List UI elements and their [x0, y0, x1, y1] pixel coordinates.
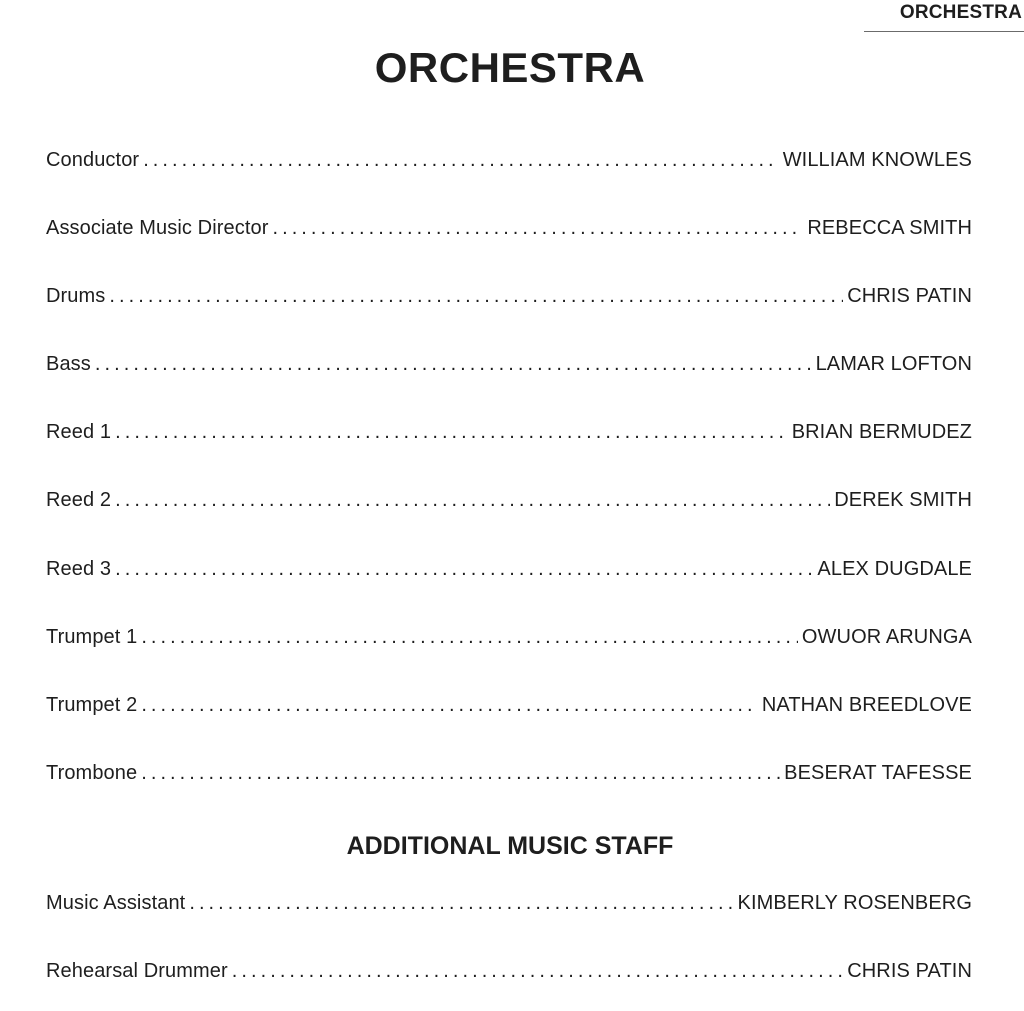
dot-leader: [115, 421, 788, 444]
credit-role: Drums: [46, 285, 106, 307]
credit-role: Trumpet 2: [46, 694, 138, 716]
dot-leader: [143, 149, 779, 172]
running-head: ORCHESTRA: [899, 2, 1022, 23]
dot-leader: [141, 762, 780, 785]
credit-row: [46, 217, 972, 245]
credit-role: Trumpet 1: [46, 626, 138, 648]
dot-leader: [141, 694, 758, 717]
credit-name: BESERAT TAFESSE: [784, 762, 972, 784]
credit-name: BRIAN BERMUDEZ: [791, 421, 972, 443]
running-head-rule: [864, 31, 1024, 32]
credit-name: CHRIS PATIN: [847, 960, 972, 982]
credit-role: Rehearsal Drummer: [46, 960, 228, 982]
dot-leader: [95, 353, 812, 376]
credit-name: OWUOR ARUNGA: [801, 626, 972, 648]
credit-role: Reed 2: [46, 489, 112, 511]
credit-name: KIMBERLY ROSENBERG: [737, 892, 972, 914]
credit-role: Bass: [46, 353, 91, 375]
credit-name: NATHAN BREEDLOVE: [761, 694, 972, 716]
credit-row: [46, 892, 972, 920]
credit-row: [46, 353, 972, 381]
credit-role: Conductor: [46, 149, 140, 171]
credit-name: DEREK SMITH: [834, 489, 972, 511]
credit-row: [46, 762, 972, 790]
dot-leader: [272, 217, 803, 240]
section-title: ADDITIONAL MUSIC STAFF: [346, 832, 674, 860]
dot-leader: [115, 558, 813, 581]
credit-role: Reed 1: [46, 421, 112, 443]
credit-row: [46, 285, 972, 313]
credit-row: [46, 960, 972, 988]
credit-row: [46, 489, 972, 517]
page-title: ORCHESTRA: [374, 44, 646, 91]
dot-leader: [232, 960, 843, 983]
credit-role: Reed 3: [46, 558, 112, 580]
credit-row: [46, 558, 972, 586]
dot-leader: [109, 285, 843, 308]
credit-row: [46, 626, 972, 654]
credit-name: REBECCA SMITH: [807, 217, 972, 239]
credit-name: LAMAR LOFTON: [815, 353, 972, 375]
credit-row: [46, 694, 972, 722]
dot-leader: [189, 892, 733, 915]
credit-row: [46, 421, 972, 449]
credit-role: Trombone: [46, 762, 138, 784]
credit-role: Associate Music Director: [46, 217, 269, 239]
credit-role: Music Assistant: [46, 892, 186, 914]
credit-name: ALEX DUGDALE: [817, 558, 972, 580]
credit-name: WILLIAM KNOWLES: [782, 149, 972, 171]
dot-leader: [115, 489, 830, 512]
dot-leader: [141, 626, 798, 649]
credit-row: [46, 149, 972, 177]
credit-name: CHRIS PATIN: [847, 285, 972, 307]
